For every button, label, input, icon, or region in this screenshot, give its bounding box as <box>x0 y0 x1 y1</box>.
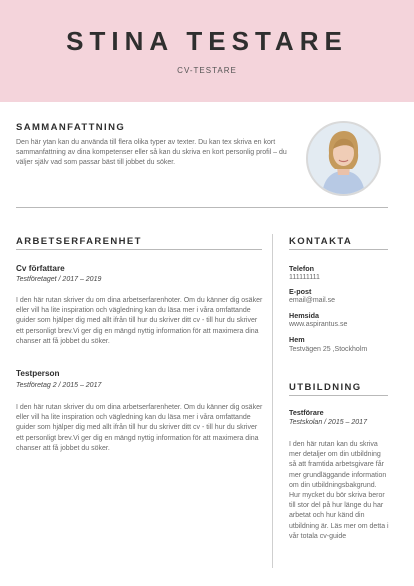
education-item-subtitle: Testskolan / 2015 – 2017 <box>289 419 367 426</box>
contact-label-phone: Telefon <box>289 264 315 273</box>
education-rule <box>289 395 388 396</box>
contact-rule <box>289 249 388 250</box>
job-description: I den här rutan skriver du om dina arbetserfarenheter. Om du känner dig osäker eller vill ha lite inspiration och vägledning kan du läsa mer i våra omfattande guider som hjälper dig med allt ifrån till hur du skriver ditt cv - till hur du skriver ett personligt brev.Vi ger dig en mängd nyttig information för att maximera dina chanser att få jobbet du söker. <box>16 404 263 452</box>
summary-text: Den här ytan kan du använda till flera olika typer av texter. Du kan tex skriva en kort sammanfattning av dina kompetenser eller så kan du skriva en kort personlig profil – du väljer själv vad som passar bäst till jobbet du söker. <box>16 139 287 167</box>
profile-photo <box>306 121 381 196</box>
contact-value-website[interactable]: www.aspirantus.se <box>289 321 348 328</box>
contact-label-website: Hemsida <box>289 311 319 320</box>
header-banner <box>0 0 414 102</box>
person-name: STINA TESTARE <box>66 26 348 56</box>
job-subtitle: Testföretaget / 2017 – 2019 <box>16 276 102 283</box>
job-subtitle: Testföretag 2 / 2015 – 2017 <box>16 382 102 389</box>
education-title: UTBILDNING <box>289 382 362 393</box>
summary-divider <box>16 207 388 208</box>
experience-rule <box>16 249 262 250</box>
summary-title: SAMMANFATTNING <box>16 122 126 133</box>
contact-value-email[interactable]: email@mail.se <box>289 297 336 304</box>
person-portrait-icon <box>308 123 379 194</box>
contact-value-home: Testvägen 25 ,Stockholm <box>289 346 368 353</box>
contact-label-home: Hem <box>289 335 305 344</box>
person-subtitle: CV-TESTARE <box>177 66 237 75</box>
column-divider <box>272 234 273 568</box>
contact-value-phone: 111111111 <box>289 274 320 281</box>
experience-title: ARBETSERFARENHET <box>16 236 142 247</box>
job-title: Testperson <box>16 369 60 378</box>
education-item-title: Testförare <box>289 408 324 417</box>
job-title: Cv författare <box>16 264 65 273</box>
job-description: I den här rutan skriver du om dina arbetserfarenhoter. Om du känner dig osäker eller vill ha lite inspiration och vägledning kan du läsa mer i våra omfattande guider som hjälper dig med allt ifrån till hur du skriver ditt cv - till hur du skriver ett personligt brev.Vi ger dig en mängd nyttig information för att maximera dina chanser att få jobbet du söker. <box>16 297 263 345</box>
contact-title: KONTAKTA <box>289 236 353 247</box>
education-description: I den här rutan kan du skriva mer detaljer om din utbildning så att framtida arbetsgivare får mer grundläggande information om din utbildningsbakgrund. Hur mycket du bör skriva beror till stor del på hur länge du har arbetat och hur känd din utbildning är. Läs mer om detta i vår totala cv-guide <box>289 441 389 540</box>
contact-label-email: E-post <box>289 287 312 296</box>
